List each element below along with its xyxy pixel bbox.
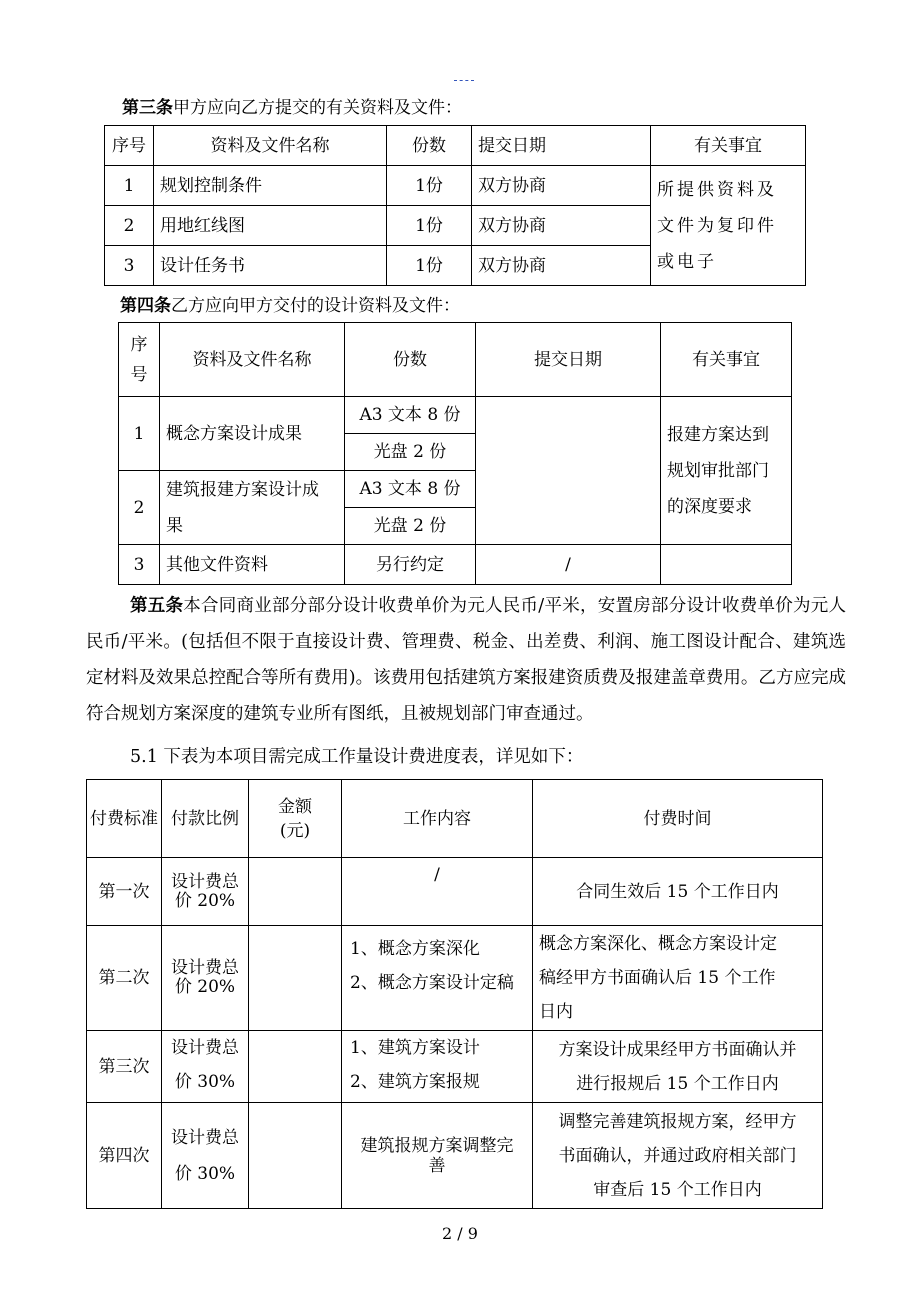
cell-name-line: 建筑报建方案设计成 [166, 479, 319, 500]
note-line: 的深度要求 [667, 496, 752, 517]
th-amount-line: (元) [279, 820, 311, 841]
cell-name: 设计任务书 [154, 246, 387, 286]
cell-name-line: 果 [166, 515, 183, 536]
article-3-text: 甲方应向乙方提交的有关资料及文件： [173, 98, 462, 118]
cell-date: 双方协商 [472, 166, 651, 206]
cell-content-line: 1、建筑方案设计 [350, 1038, 480, 1058]
cell-time [533, 926, 823, 1031]
cell-qty: A3 文本 8 份 [345, 471, 476, 508]
cell-time-line: 日内 [539, 1002, 573, 1022]
page-number: 2 / 9 [442, 1224, 478, 1243]
cell-ratio-line: 设计费总 [171, 1127, 239, 1148]
cell-time-line: 进行报规后 15 个工作日内 [576, 1073, 779, 1094]
cell-qty: 1份 [387, 246, 472, 286]
cell-no: 3 [105, 246, 154, 286]
table-row [87, 1031, 823, 1103]
cell-qty: 另行约定 [345, 545, 476, 585]
th-date: 提交日期 [472, 126, 651, 166]
cell-standard: 第二次 [87, 926, 162, 1031]
th-note: 有关事宜 [661, 323, 792, 397]
cell-name: 概念方案设计成果 [160, 397, 345, 471]
article-4-label: 第四条 [120, 296, 171, 316]
cell-ratio-line: 设计费总 [171, 871, 239, 892]
cell-ratio [162, 926, 249, 1031]
table-art4 [118, 322, 792, 585]
cell-date: / [476, 545, 661, 585]
th-time: 付费时间 [533, 780, 823, 858]
cell-content [342, 1103, 533, 1209]
article-4-heading [120, 295, 460, 317]
cell-note [661, 545, 792, 585]
th-no: 序号 [105, 126, 154, 166]
article-5-paragraph [86, 588, 846, 732]
cell-amount [249, 858, 342, 926]
cell-content-line: 建筑报规方案调整完 [360, 1135, 514, 1156]
section-5-1-title: 5.1 下表为本项目需完成工作量设计费进度表，详见如下： [130, 747, 584, 767]
cell-no: 3 [119, 545, 160, 585]
cell-date [476, 397, 661, 545]
article-3-heading [122, 97, 462, 119]
th-qty: 份数 [387, 126, 472, 166]
cell-ratio-line: 价 30% [174, 1163, 236, 1184]
cell-time [533, 858, 823, 926]
cell-qty: 1份 [387, 166, 472, 206]
cell-time [533, 1103, 823, 1209]
cell-time-line: 合同生效后 15 个工作日内 [576, 881, 779, 902]
cell-ratio-line: 价 20% [174, 977, 236, 997]
cell-content [342, 926, 533, 1031]
note-line: 或电子 [657, 251, 717, 272]
cell-ratio [162, 1103, 249, 1209]
cell-name: 规划控制条件 [154, 166, 387, 206]
cell-qty: 光盘 2 份 [345, 508, 476, 545]
cell-ratio [162, 858, 249, 926]
table-art3 [104, 125, 806, 286]
th-date: 提交日期 [476, 323, 661, 397]
table-row [105, 166, 806, 206]
cell-ratio-line: 价 30% [174, 1072, 236, 1092]
th-amount [249, 780, 342, 858]
cell-time-line: 概念方案深化、概念方案设计定 [539, 934, 777, 954]
cell-content-line: 2、建筑方案报规 [350, 1072, 480, 1092]
cell-content-line: / [434, 865, 440, 885]
article-5-text: 本合同商业部分部分设计收费单价为元人民币/平米，安置房部分设计收费单价为元人民币/平米。(包括但不限于直接设计费、管理费、税金、出差费、利润、施工图设计配合、建筑选定材料及效果总控配合等所有费用)。该费用包括建筑方案报建资质费及报建盖章费用。乙方应完成符合规划方案深度的建筑专业所有图纸，且被规划部门审查通过。 [86, 596, 846, 724]
cell-name: 用地红线图 [154, 206, 387, 246]
cell-ratio-line: 设计费总 [171, 958, 239, 978]
cell-time-line: 审查后 15 个工作日内 [593, 1179, 762, 1200]
note-line: 报建方案达到 [667, 424, 769, 445]
th-note: 有关事宜 [651, 126, 806, 166]
cell-date: 双方协商 [472, 206, 651, 246]
cell-no: 1 [119, 397, 160, 471]
table-row [119, 545, 792, 585]
cell-time-line: 稿经甲方书面确认后 15 个工作 [539, 968, 776, 988]
cell-content-line: 善 [428, 1155, 446, 1176]
table-row [87, 926, 823, 1031]
cell-ratio-line: 价 20% [174, 890, 236, 911]
cell-note [651, 166, 806, 286]
cell-time-line: 调整完善建筑报规方案，经甲方 [558, 1111, 797, 1132]
table-row [87, 1103, 823, 1209]
cell-qty: A3 文本 8 份 [345, 397, 476, 434]
cell-no: 2 [119, 471, 160, 545]
cell-name [160, 471, 345, 545]
article-5-label: 第五条 [130, 596, 184, 616]
cell-amount [249, 1031, 342, 1103]
cell-content-line: 2、概念方案设计定稿 [350, 973, 514, 993]
cell-standard: 第四次 [87, 1103, 162, 1209]
cell-content [342, 1031, 533, 1103]
cell-content-line: 1、概念方案深化 [350, 939, 480, 959]
cell-standard: 第三次 [87, 1031, 162, 1103]
cell-amount [249, 1103, 342, 1209]
cell-date: 双方协商 [472, 246, 651, 286]
th-standard: 付费标准 [87, 780, 162, 858]
table-fee-schedule [86, 779, 823, 1209]
note-line: 所提供资料及 [657, 179, 777, 200]
th-ratio: 付款比例 [162, 780, 249, 858]
note-line: 文件为复印件 [657, 215, 777, 236]
table-row [87, 858, 823, 926]
cell-time-line: 书面确认，并通过政府相关部门 [558, 1145, 797, 1166]
cell-standard: 第一次 [87, 858, 162, 926]
header-marker [454, 80, 474, 83]
cell-qty: 1份 [387, 206, 472, 246]
cell-no: 1 [105, 166, 154, 206]
th-name: 资料及文件名称 [154, 126, 387, 166]
article-3-label: 第三条 [122, 98, 173, 118]
article-4-text: 乙方应向甲方交付的设计资料及文件： [171, 296, 460, 316]
th-no [119, 323, 160, 397]
th-no-line: 号 [130, 364, 148, 385]
th-name: 资料及文件名称 [160, 323, 345, 397]
cell-content [342, 858, 533, 926]
table-row [119, 397, 792, 434]
note-line: 规划审批部门 [667, 460, 769, 481]
cell-time-line: 方案设计成果经甲方书面确认并 [558, 1039, 797, 1060]
th-content: 工作内容 [342, 780, 533, 858]
cell-qty: 光盘 2 份 [345, 434, 476, 471]
th-amount-line: 金额 [278, 796, 312, 817]
cell-no: 2 [105, 206, 154, 246]
cell-note [661, 397, 792, 545]
th-no-line: 序 [130, 334, 148, 355]
cell-name: 其他文件资料 [160, 545, 345, 585]
th-qty: 份数 [345, 323, 476, 397]
cell-ratio [162, 1031, 249, 1103]
cell-amount [249, 926, 342, 1031]
cell-ratio-line: 设计费总 [171, 1038, 239, 1058]
cell-time [533, 1031, 823, 1103]
